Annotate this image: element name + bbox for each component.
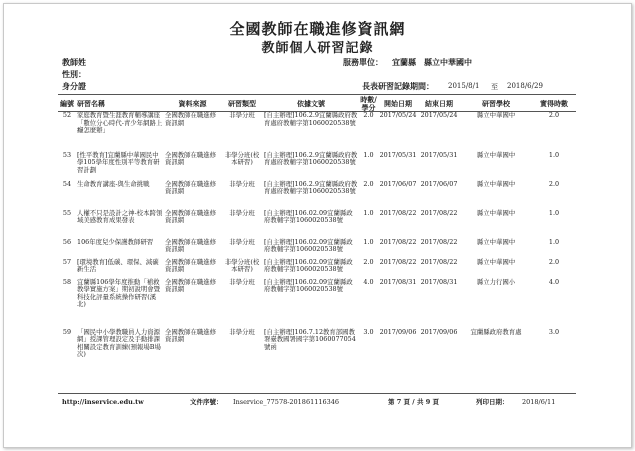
row-type: 非學分班 [229, 327, 255, 336]
footer-rule [58, 393, 576, 394]
row-end: 2017/08/22 [420, 237, 458, 246]
row-doc: [自主辦理]106.02.09宜蘭縣政府教輔字第1060020538號 [264, 208, 353, 225]
row-school: 宜蘭縣政府教育處 [470, 327, 522, 336]
row-no: 56 [62, 237, 72, 246]
row-source: 全國教師在職進修資訊網 [165, 179, 217, 196]
row-school: 縣立中華國中 [476, 179, 516, 188]
document-title: 全國教師在職進修資訊網 [229, 20, 406, 38]
row-type: 非學分班 [229, 179, 255, 188]
unit-label: 服務單位： [343, 57, 383, 67]
table-header [58, 96, 576, 112]
col-hours: 時數/學分 [360, 95, 377, 112]
row-type: 非學分班 [229, 237, 255, 246]
row-no: 52 [62, 111, 72, 120]
row-name: 宜蘭縣106學年度推動「補救教學實施方案」期初說明會暨科技化評量系統操作研習(溪北) [77, 277, 161, 309]
row-end: 2017/08/31 [420, 277, 458, 286]
row-source: 全國教師在職進修資訊網 [165, 327, 217, 344]
col-start: 開始日期 [384, 98, 412, 108]
table-row [58, 210, 576, 239]
row-end: 2017/05/31 [420, 150, 458, 159]
row-no: 53 [62, 150, 72, 159]
footer-print-value: 2018/6/11 [522, 398, 556, 406]
row-doc: [自主辦理]106.7.12教育部國教署臺教國署國字第1060077054號函 [264, 327, 356, 351]
row-doc: [自主辦理]106.2.9宜蘭縣政府教育處府教輔字第1060020538號 [264, 111, 358, 127]
row-type: 非學分班 [229, 208, 255, 217]
col-end: 結束日期 [425, 98, 453, 108]
row-doc: [自主辦理]106.02.09宜蘭縣政府教輔字第1060020538號 [264, 257, 353, 274]
row-hours: 2.0 [363, 111, 374, 120]
table-row [58, 152, 576, 181]
row-start: 2017/09/06 [379, 327, 417, 336]
row-source: 全國教師在職進修資訊網 [165, 257, 217, 274]
col-doc: 依據文號 [297, 98, 325, 108]
gender-label: 性別： [62, 69, 86, 79]
row-end: 2017/09/06 [420, 327, 458, 336]
col-earned: 實得時數 [540, 98, 568, 108]
row-doc: [自主辦理]106.02.09宜蘭縣政府教輔字第1060020538號 [264, 237, 353, 254]
row-earned: 3.0 [548, 327, 560, 336]
row-earned: 4.0 [548, 277, 560, 286]
row-doc: [自主辦理]106.2.9宜蘭縣政府教育處府教輔字第1060020538號 [264, 150, 358, 167]
table-row [58, 112, 576, 152]
document-subtitle: 教師個人研習記錄 [261, 41, 374, 56]
row-start: 2017/08/22 [379, 257, 417, 266]
row-end: 2017/06/07 [420, 179, 458, 188]
row-no: 58 [62, 277, 72, 286]
table-body [58, 112, 576, 371]
row-earned: 2.0 [548, 179, 560, 188]
row-hours: 3.0 [363, 327, 374, 336]
row-no: 54 [62, 179, 72, 188]
row-school: 縣立中華國中 [476, 208, 516, 217]
col-school: 研習學校 [482, 98, 510, 108]
row-hours: 4.0 [363, 277, 374, 286]
footer-doc-value: Inservice_77578-201861116346 [233, 398, 340, 406]
row-school: 縣立中華國中 [476, 237, 516, 246]
teacher-name-label: 教師姓 [62, 57, 86, 67]
row-earned: 1.0 [548, 150, 560, 159]
row-type: 非學分班(校本研習) [224, 257, 260, 274]
row-start: 2017/06/07 [379, 179, 417, 188]
table-row [58, 279, 576, 329]
row-hours: 2.0 [363, 257, 374, 266]
row-type: 非學分班 [229, 277, 255, 286]
row-no: 57 [62, 257, 72, 266]
row-name: [環境教育]低碳、環保、減碳新生活 [77, 257, 159, 274]
row-end: 2017/05/24 [420, 111, 458, 120]
records-table [58, 96, 576, 371]
row-doc: [自主辦理]106.02.09宜蘭縣政府教輔字第1060020538號 [264, 277, 353, 294]
row-name: 人權不只是設計之神-校本跨領域美感教育成果發表 [77, 208, 163, 225]
row-end: 2017/08/22 [420, 208, 458, 217]
row-start: 2017/08/22 [379, 208, 417, 217]
row-no: 59 [62, 327, 72, 336]
row-source: 全國教師在職進修資訊網 [165, 277, 217, 294]
footer-print-label: 列印日期： [476, 398, 509, 406]
period-separator: 至 [491, 83, 498, 91]
row-name: 106年度兒少保護教師研習 [77, 237, 154, 246]
col-no: 編號 [60, 98, 74, 108]
row-hours: 2.0 [363, 179, 374, 188]
row-name: 家庭教育暨生涯教育輔導講座「數位分心時代-青少年網路上癮怎麼辦」 [77, 111, 163, 135]
row-doc: [自主辦理]106.2.9宜蘭縣政府教育處府教輔字第1060020538號 [264, 179, 358, 196]
period-end: 2018/6/29 [507, 82, 543, 90]
row-name: 「國民中小學教職員人力資源網」授課管理設定及手動排課相關設定教育訓練(預報場B場次) [77, 327, 161, 359]
row-hours: 1.0 [363, 237, 374, 246]
row-source: 全國教師在職進修資訊網 [165, 111, 217, 127]
row-school: 縣立中華國中 [476, 111, 516, 120]
footer-page: 第 7 頁 / 共 9 頁 [388, 398, 439, 406]
row-start: 2017/05/31 [379, 150, 417, 159]
col-source: 資料來源 [178, 98, 207, 108]
row-school: 縣立中華國中 [476, 257, 516, 266]
footer-doc-label: 文件序號： [190, 398, 223, 406]
row-source: 全國教師在職進修資訊網 [165, 237, 217, 254]
row-earned: 2.0 [548, 257, 560, 266]
id-label: 身分證 [62, 81, 86, 91]
footer-url[interactable]: http://inservice.edu.tw [62, 398, 144, 406]
row-start: 2017/05/24 [379, 111, 417, 120]
row-hours: 1.0 [363, 208, 374, 217]
row-school: 縣立中華國中 [476, 150, 516, 159]
row-start: 2017/08/22 [379, 237, 417, 246]
row-no: 55 [62, 208, 72, 217]
col-name: 研習名稱 [77, 98, 105, 108]
period-start: 2015/8/1 [448, 82, 480, 90]
period-label: 長表研習記錄期間： [362, 81, 434, 91]
row-earned: 1.0 [548, 208, 560, 217]
row-hours: 1.0 [363, 150, 374, 159]
row-earned: 1.0 [548, 237, 560, 246]
row-earned: 2.0 [548, 111, 560, 120]
row-type: 非學分班 [229, 111, 255, 120]
col-type: 研習類型 [228, 98, 256, 108]
row-end: 2017/08/22 [420, 257, 458, 266]
unit-value: 宜蘭縣 縣立中華國中 [392, 57, 472, 67]
table-row [58, 329, 576, 371]
table-row [58, 181, 576, 210]
row-source: 全國教師在職進修資訊網 [165, 150, 217, 167]
row-name: 生命教育講座-與生命挑戰 [77, 179, 150, 188]
header-top-rule [58, 94, 576, 95]
row-type: 非學分班(校本研習) [224, 150, 260, 167]
row-source: 全國教師在職進修資訊網 [165, 208, 217, 225]
row-start: 2017/08/31 [379, 277, 417, 286]
row-name: [性平教育]宜蘭縣中華國民中學105學年度性別平等教育研習計劃 [77, 150, 160, 174]
table-row [58, 259, 576, 279]
row-school: 縣立力行國小 [476, 277, 516, 286]
table-row [58, 239, 576, 259]
